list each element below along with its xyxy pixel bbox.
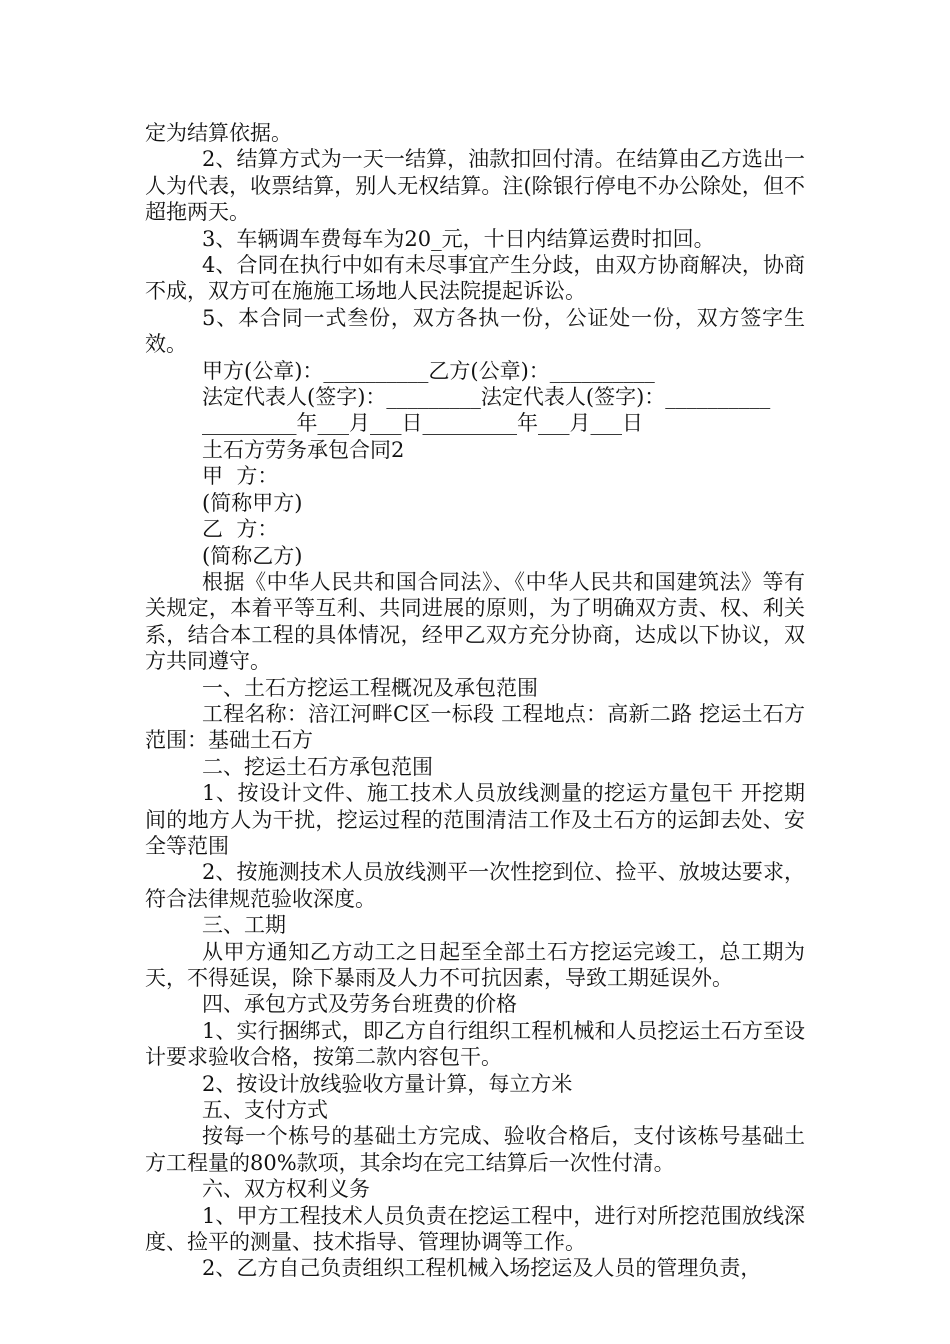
paragraph: 一、土石方挖运工程概况及承包范围 — [202, 675, 538, 700]
paragraph: 乙 方： — [202, 517, 279, 542]
paragraph: 2、结算方式为一天一结算，油款扣回付清。在结算由乙方选出一人为代表，收票结算，别人无权结算。注(除银行停电不办公除处，但不超拖两天。 — [145, 147, 805, 225]
paragraph: 六、双方权利义务 — [202, 1177, 370, 1202]
paragraph: 3、车辆调车费每车为20_元，十日内结算运费时扣回。 — [202, 226, 715, 251]
paragraph: 定为结算依据。 — [145, 121, 292, 145]
paragraph: 4、合同在执行中如有未尽事宜产生分歧，由双方协商解决，协商不成，双方可在施施工场地人民法院提起诉讼。 — [145, 253, 805, 304]
paragraph: 2、乙方自己负责组织工程机械入场挖运及人员的管理负责， — [202, 1256, 762, 1281]
paragraph: 五、支付方式 — [202, 1098, 328, 1123]
paragraph: 1、按设计文件、施工技术人员放线测量的挖运方量包干 开挖期间的地方人为干扰，挖运过程的范围清洁工作及土石方的运卸去处、安全等范围 — [145, 781, 805, 858]
paragraph: 2、按设计放线验收方量计算，每立方米 — [202, 1071, 573, 1096]
paragraph: (简称乙方) — [202, 543, 303, 568]
paragraph: 1、甲方工程技术人员负责在挖运工程中，进行对所挖范围放线深度、捡平的测量、技术指导、管理协调等工作。 — [145, 1203, 805, 1255]
paragraph: 四、承包方式及劳务台班费的价格 — [202, 992, 517, 1017]
paragraph: 按每一个栋号的基础土方完成、验收合格后，支付该栋号基础土方工程量的80%款项，其余均在完工结算后一次性付清。 — [145, 1124, 805, 1175]
paragraph: 二、挖运土石方承包范围 — [202, 754, 433, 779]
paragraph: 法定代表人(签字)：_________法定代表人(签字)：__________ — [202, 385, 771, 410]
paragraph: _________年___月___日_________年___月___日 — [202, 411, 643, 436]
paragraph: 三、工期 — [202, 913, 286, 938]
paragraph: 5、本合同一式叁份，双方各执一份，公证处一份，双方签字生效。 — [145, 305, 805, 357]
paragraph: 甲方(公章)：__________乙方(公章)：__________ — [202, 358, 655, 383]
paragraph: 从甲方通知乙方动工之日起至全部土石方挖运完竣工，总工期为 天，不得延误，除下暴雨及人力不可抗因素，导致工期延误外。 — [145, 939, 805, 990]
paragraph: 1、实行捆绑式，即乙方自行组织工程机械和人员挖运土石方至设计要求验收合格，按第二款内容包干。 — [145, 1018, 805, 1070]
document-body — [0, 120, 950, 1282]
paragraph: 根据《中华人民共和国合同法》、《中华人民共和国建筑法》等有关规定，本着平等互利、共同进展的原则，为了明确双方责、权、利关系，结合本工程的具体情况，经甲乙双方充分协商，达成以下协议，双方共同遵守。 — [145, 569, 805, 674]
paragraph: 土石方劳务承包合同2 — [202, 437, 405, 462]
paragraph: (简称甲方) — [202, 490, 303, 515]
paragraph: 工程名称：涪江河畔C区一标段 工程地点：高新二路 挖运土石方范围：基础土石方 — [145, 701, 805, 753]
paragraph: 甲 方： — [202, 464, 279, 489]
paragraph: 2、按施测技术人员放线测平一次性挖到位、捡平、放坡达要求，符合法律规范验收深度。 — [145, 860, 805, 911]
